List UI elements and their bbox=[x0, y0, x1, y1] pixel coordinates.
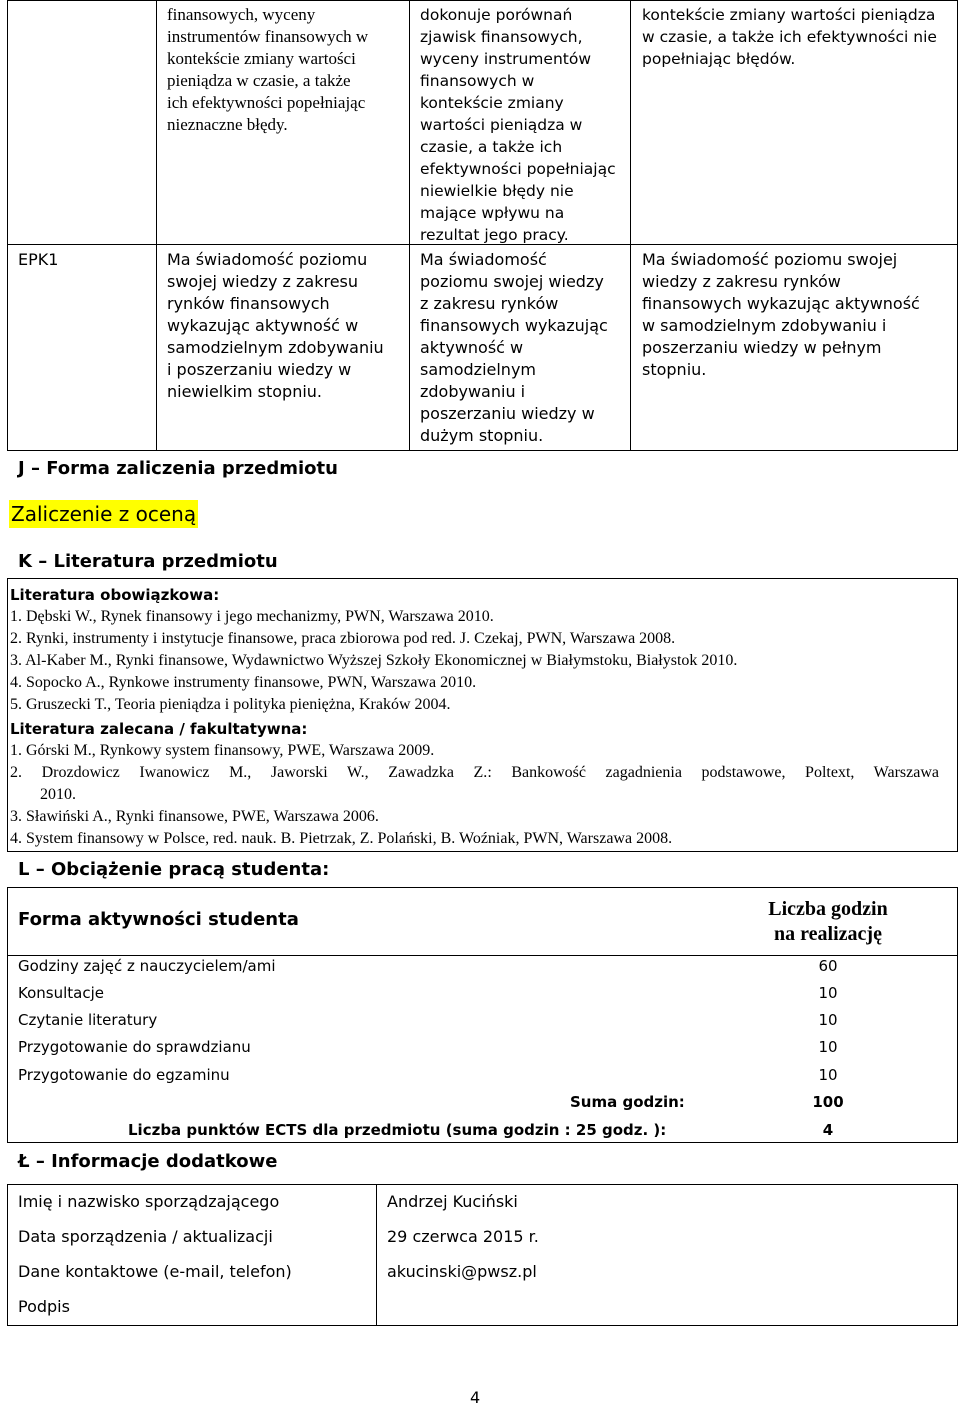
workload-header-divider bbox=[7, 955, 958, 956]
info-label: Imię i nazwisko sporządzającego bbox=[18, 1192, 280, 1211]
optional-item: 3. Sławiński A., Rynki finansowe, PWE, Warszawa 2006. bbox=[10, 808, 379, 825]
required-item: 5. Gruszecki T., Teoria pieniądza i polityka pieniężna, Kraków 2004. bbox=[10, 696, 451, 713]
row2-col3-text: Ma świadomość poziomu swojej wiedzy z zakresu rynków finansowych wykazując aktywność w samodzielnym zdobywaniu i poszerzaniu wiedzy w dużym stopniu. bbox=[420, 250, 608, 445]
workload-row-hours: 10 bbox=[818, 1038, 838, 1056]
info-label: Data sporządzenia / aktualizacji bbox=[18, 1227, 273, 1246]
required-item: 3. Al-Kaber M., Rynki finansowe, Wydawnictwo Wyższej Szkoły Ekonomicznej w Białymstoku, Białystok 2010. bbox=[10, 652, 738, 669]
section-j-heading: J – Forma zaliczenia przedmiotu bbox=[18, 458, 338, 479]
required-literature-title: Literatura obowiązkowa: bbox=[10, 586, 220, 604]
workload-col-activity: Forma aktywności studenta bbox=[18, 909, 299, 930]
sum-label: Suma godzin: bbox=[570, 1093, 685, 1111]
workload-row-label: Czytanie literatury bbox=[18, 1011, 158, 1029]
workload-row-label: Godziny zajęć z nauczycielem/ami bbox=[18, 957, 276, 975]
section-l-heading: L – Obciążenie pracą studenta: bbox=[18, 859, 330, 880]
section-k-heading: K – Literatura przedmiotu bbox=[18, 551, 278, 572]
workload-row-label: Przygotowanie do sprawdzianu bbox=[18, 1038, 251, 1056]
row1-col2-text: finansowych, wyceny instrumentów finansowych w kontekście zmiany wartości pieniądza w czasie, a także ich efektywności popełniając nieznaczne błędy. bbox=[167, 5, 369, 134]
ects-value: 4 bbox=[822, 1121, 834, 1139]
info-label: Podpis bbox=[18, 1297, 70, 1316]
author-name: Andrzej Kuciński bbox=[387, 1192, 518, 1211]
row1-col4-text: kontekście zmiany wartości pieniądza w czasie, a także ich efektywności nie popełniając błędów. bbox=[642, 6, 937, 68]
optional-literature-title: Literatura zalecana / fakultatywna: bbox=[10, 720, 308, 738]
workload-row-hours: 10 bbox=[818, 984, 838, 1002]
workload-row-label: Konsultacje bbox=[18, 984, 104, 1002]
row2-col4-text: Ma świadomość poziomu swojej wiedzy z zakresu rynków finansowych wykazując aktywność w samodzielnym zdobywaniu i poszerzaniu wiedzy w pełnym stopniu. bbox=[642, 250, 920, 379]
workload-col-hours: Liczba godzin na realizację bbox=[768, 898, 888, 945]
optional-item: 4. System finansowy w Polsce, red. nauk. B. Pietrzak, Z. Polański, B. Woźniak, PWN, Warszawa 2008. bbox=[10, 830, 673, 847]
grading-form-value: Zaliczenie z oceną bbox=[11, 502, 197, 526]
required-item: 4. Sopocko A., Rynkowe instrumenty finansowe, PWN, Warszawa 2010. bbox=[10, 674, 477, 691]
update-date: 29 czerwca 2015 r. bbox=[387, 1227, 539, 1246]
optional-item: 2. Drozdowicz Iwanowicz M., Jaworski W., Zawadzka Z.: Bankowość zagadnienia podstawowe, Poltext, Warszawa bbox=[10, 764, 940, 781]
required-item: 1. Dębski W., Rynek finansowy i jego mechanizmy, PWN, Warszawa 2010. bbox=[10, 608, 494, 625]
required-item: 2. Rynki, instrumenty i instytucje finansowe, praca zbiorowa pod red. J. Czekaj, PWN, Warszawa 2008. bbox=[10, 630, 676, 647]
section-l2-heading: Ł – Informacje dodatkowe bbox=[18, 1151, 278, 1172]
optional-item-continuation: 2010. bbox=[40, 786, 76, 803]
epk-code: EPK1 bbox=[18, 250, 59, 269]
contact-email: akucinski@pwsz.pl bbox=[387, 1262, 537, 1281]
workload-row-label: Przygotowanie do egzaminu bbox=[18, 1066, 230, 1084]
sum-value: 100 bbox=[812, 1093, 844, 1111]
optional-item: 1. Górski M., Rynkowy system finansowy, PWE, Warszawa 2009. bbox=[10, 742, 435, 759]
workload-row-hours: 60 bbox=[818, 957, 838, 975]
workload-row-hours: 10 bbox=[818, 1011, 838, 1029]
workload-row-hours: 10 bbox=[818, 1066, 838, 1084]
info-label: Dane kontaktowe (e-mail, telefon) bbox=[18, 1262, 292, 1281]
page-number: 4 bbox=[470, 1388, 481, 1407]
info-table-divider bbox=[376, 1184, 377, 1326]
row1-col3-text: dokonuje porównań zjawisk finansowych, wyceny instrumentów finansowych w kontekście zmiany wartości pieniądza w czasie, a także ich efektywności popełniając niewielkie błędy nie mające wpływu na rezultat jego pracy. bbox=[420, 6, 616, 244]
row2-col2-text: Ma świadomość poziomu swojej wiedzy z zakresu rynków finansowych wykazując aktywność w samodzielnym zdobywaniu i poszerzaniu wiedzy w niewielkim stopniu. bbox=[167, 250, 384, 401]
ects-label: Liczba punktów ECTS dla przedmiotu (suma godzin : 25 godz. ): bbox=[128, 1121, 667, 1139]
